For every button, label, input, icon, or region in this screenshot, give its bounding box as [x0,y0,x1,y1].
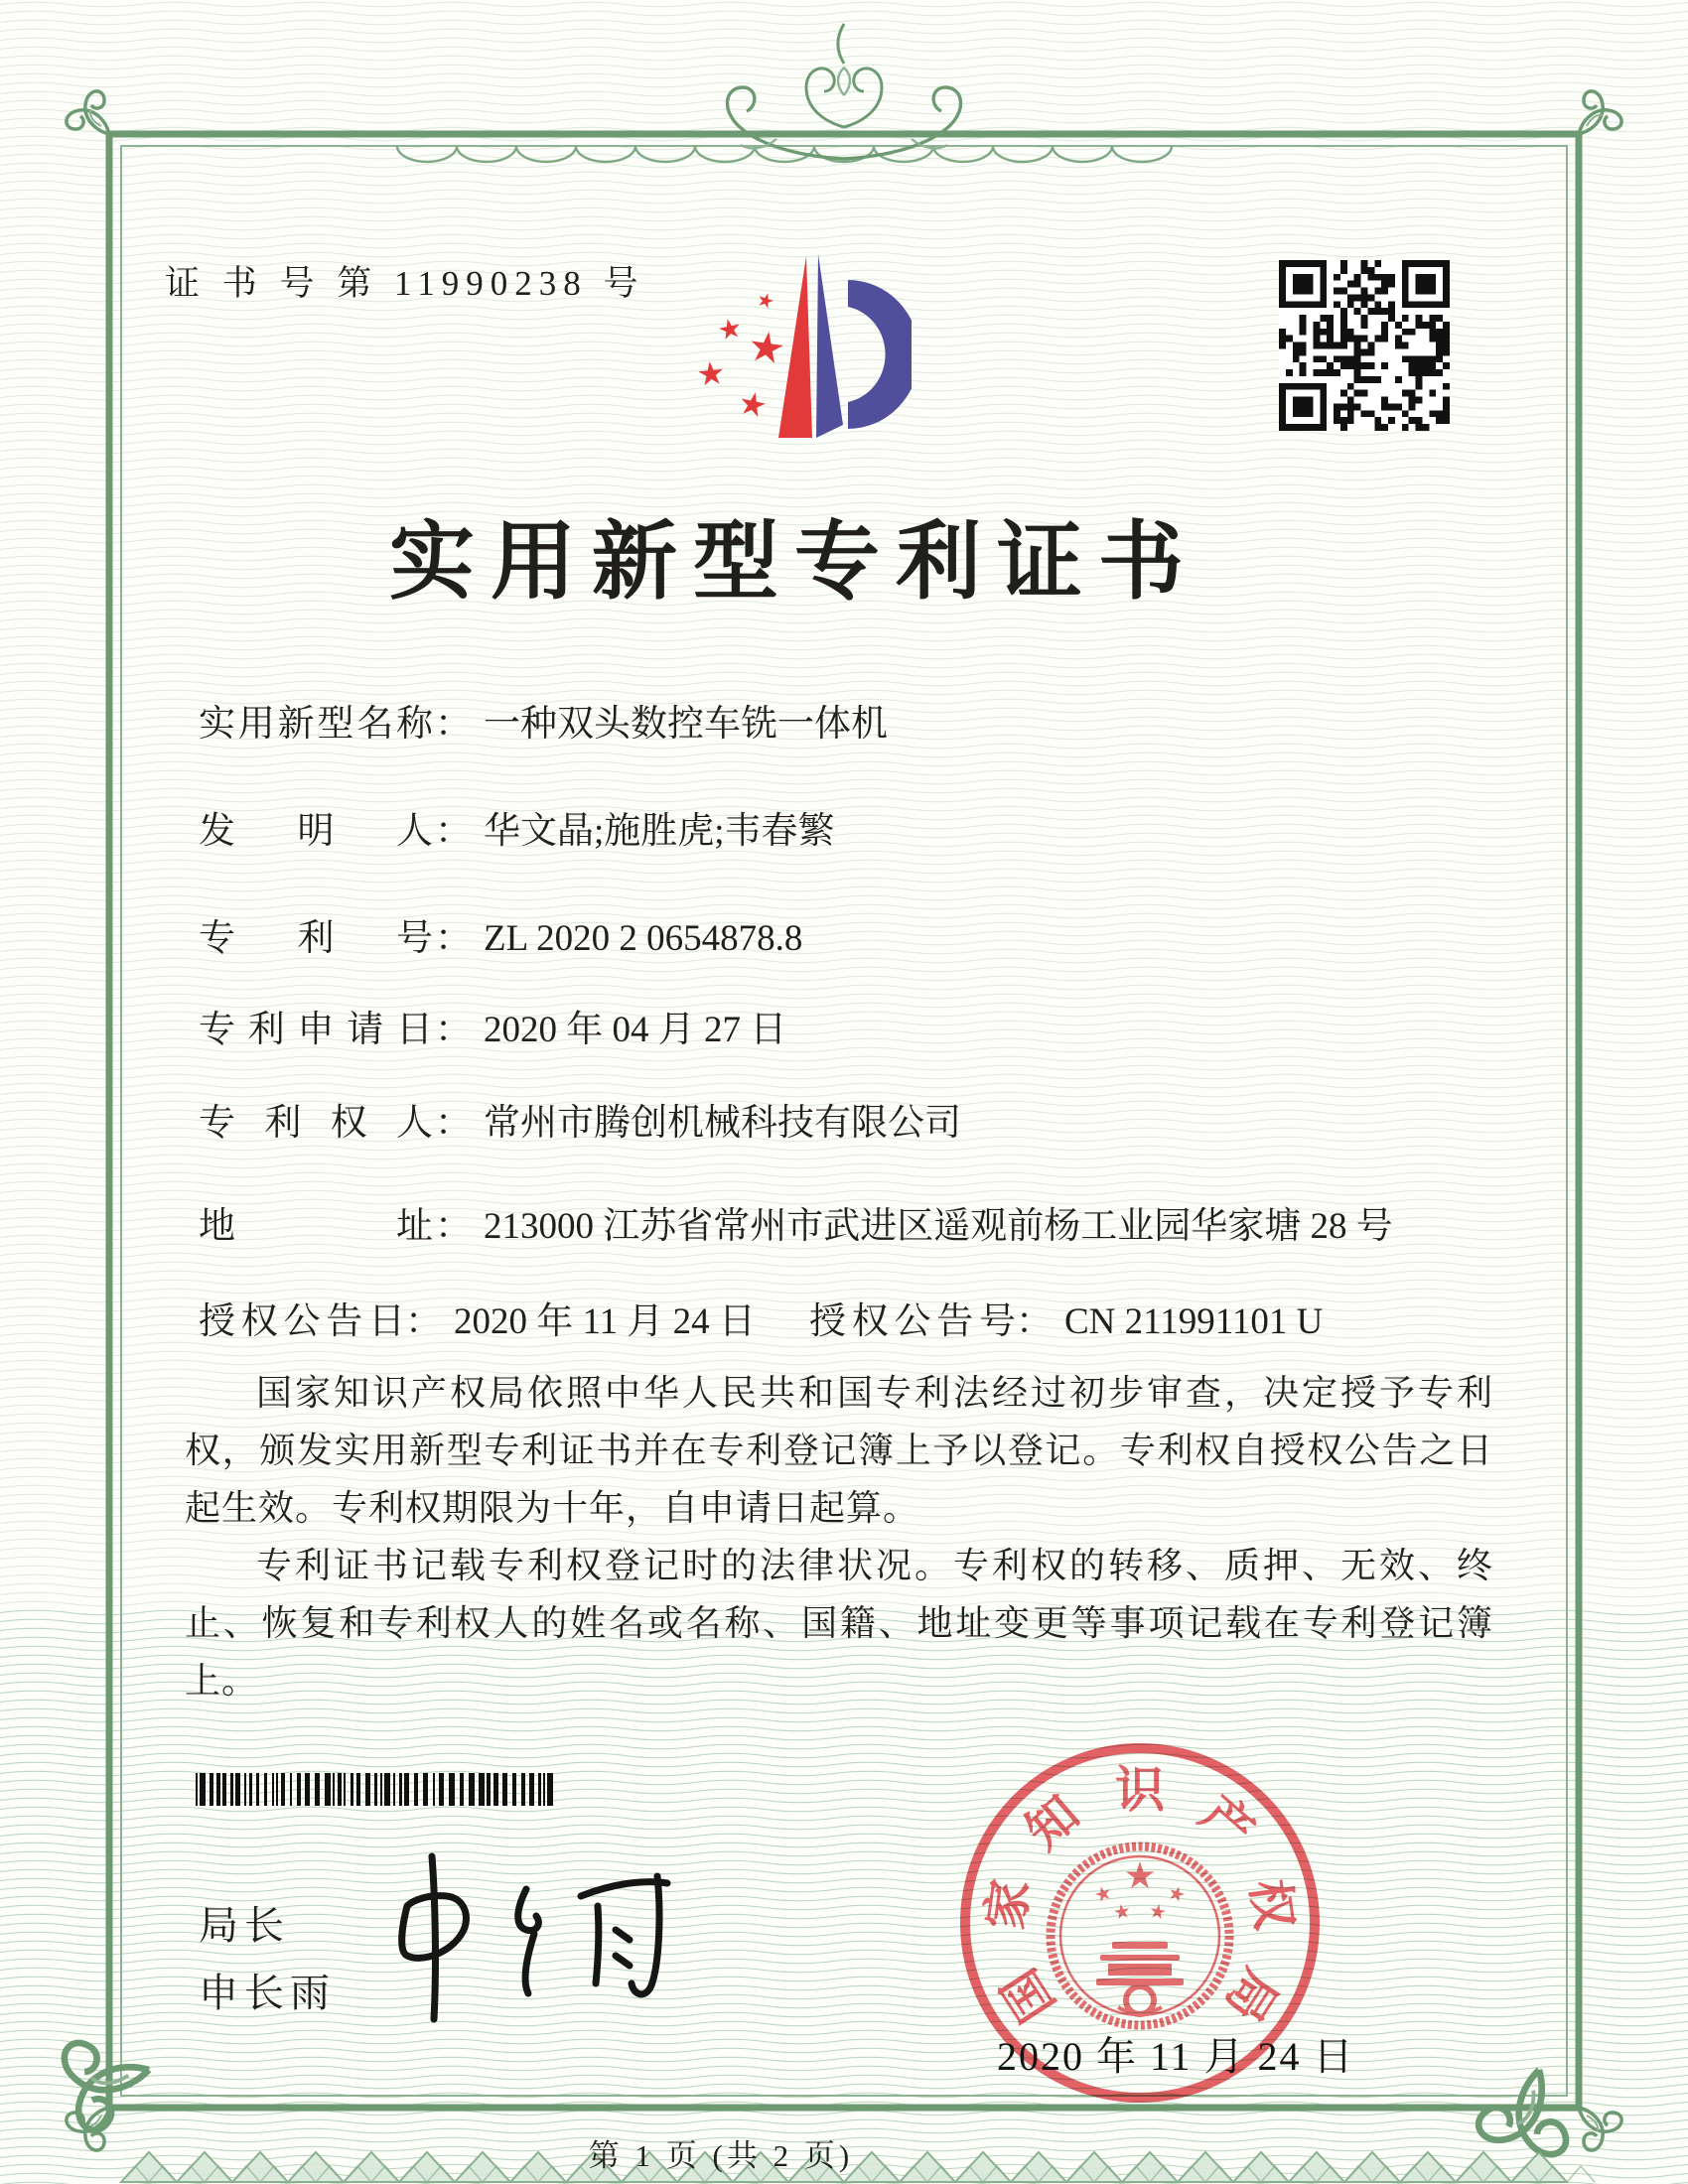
svg-text:家: 家 [977,1875,1040,1934]
legal-text [185,1364,1493,1709]
svg-text:产: 产 [1190,1785,1265,1860]
certificate-title: 实用新型专利证书 [389,514,1199,610]
seal-org-text [977,1762,1303,2031]
svg-text:识: 识 [1115,1762,1165,1818]
logo-blue-bowl [848,280,912,429]
seal-national-emblem [1051,1846,1229,2025]
field-value: 常州市腾创机械科技有限公司 [484,1103,961,1144]
certificate-number: 证 书 号 第 11990238 号 [165,264,645,303]
field-utility-model-name: 实用新型名称： 一种双头数控车铣一体机 [199,693,888,747]
svg-text:国: 国 [991,1959,1065,2032]
field-value: 213000 江苏省常州市武进区遥观前杨工业园华家塘 28 号 [484,1206,1393,1247]
field-patentee: 专利权人： 常州市腾创机械科技有限公司 [199,1092,961,1146]
field-label: 专利号 [199,918,433,959]
commissioner-title: 局长 [199,1904,290,1948]
field-label: 专利申请日 [199,1010,433,1050]
barcode [196,1773,557,1806]
field-value: 华文晶;施胜虎;韦春繁 [484,811,835,852]
legal-paragraph-2: 专利证书记载专利权登记时的法律状况。专利权的转移、质押、无效、终止、恢复和专利权人的姓名或名称、国籍、地址变更等事项记载在专利登记簿上。 [185,1546,1493,1701]
field-address: 地址： 213000 江苏省常州市武进区遥观前杨工业园华家塘 28 号 [199,1195,1393,1249]
field-label: 发明人 [199,811,433,852]
qr-code [1279,260,1450,431]
field-label: 专利权人 [199,1103,433,1144]
logo-stars [697,291,784,418]
commissioner-name: 申长雨 [199,1972,336,2015]
field-filing-date: 专利申请日： 2020 年 04 月 27 日 [199,999,786,1052]
field-label: 实用新型名称 [199,704,433,745]
page-footer: 第 1 页 (共 2 页) [588,2138,854,2173]
logo-blue-wedge [816,254,843,438]
logo-red-spike [778,256,812,438]
field-label: 地址 [199,1206,433,1247]
legal-paragraph-1: 国家知识产权局依照中华人民共和国专利法经过初步审查，决定授予专利权，颁发实用新型专利证书并在专利登记簿上予以登记。专利权自授权公告之日起生效。专利权期限为十年，自申请日起算。 [185,1373,1493,1528]
seal-date: 2020 年 11 月 24 日 [997,2034,1355,2079]
field-inventors: 发明人： 华文晶;施胜虎;韦春繁 [199,800,835,854]
svg-text:权: 权 [1240,1875,1303,1934]
commissioner-signature [377,1835,675,2033]
cnipa-logo-icon [614,220,912,459]
svg-text:知: 知 [1015,1785,1090,1860]
field-value: 2020 年 04 月 27 日 [484,1010,787,1050]
field-value: ZL 2020 2 0654878.8 [484,918,803,959]
field-grant-number: 授权公告号： CN 211991101 U [809,1301,1324,1342]
grant-row [199,1291,1324,1344]
field-grant-date: 授权公告日： 2020 年 11 月 24 日 [199,1301,756,1342]
svg-text:局: 局 [1214,1959,1289,2032]
field-patent-number: 专利号： ZL 2020 2 0654878.8 [199,907,802,961]
field-value: 一种双头数控车铣一体机 [484,704,888,745]
